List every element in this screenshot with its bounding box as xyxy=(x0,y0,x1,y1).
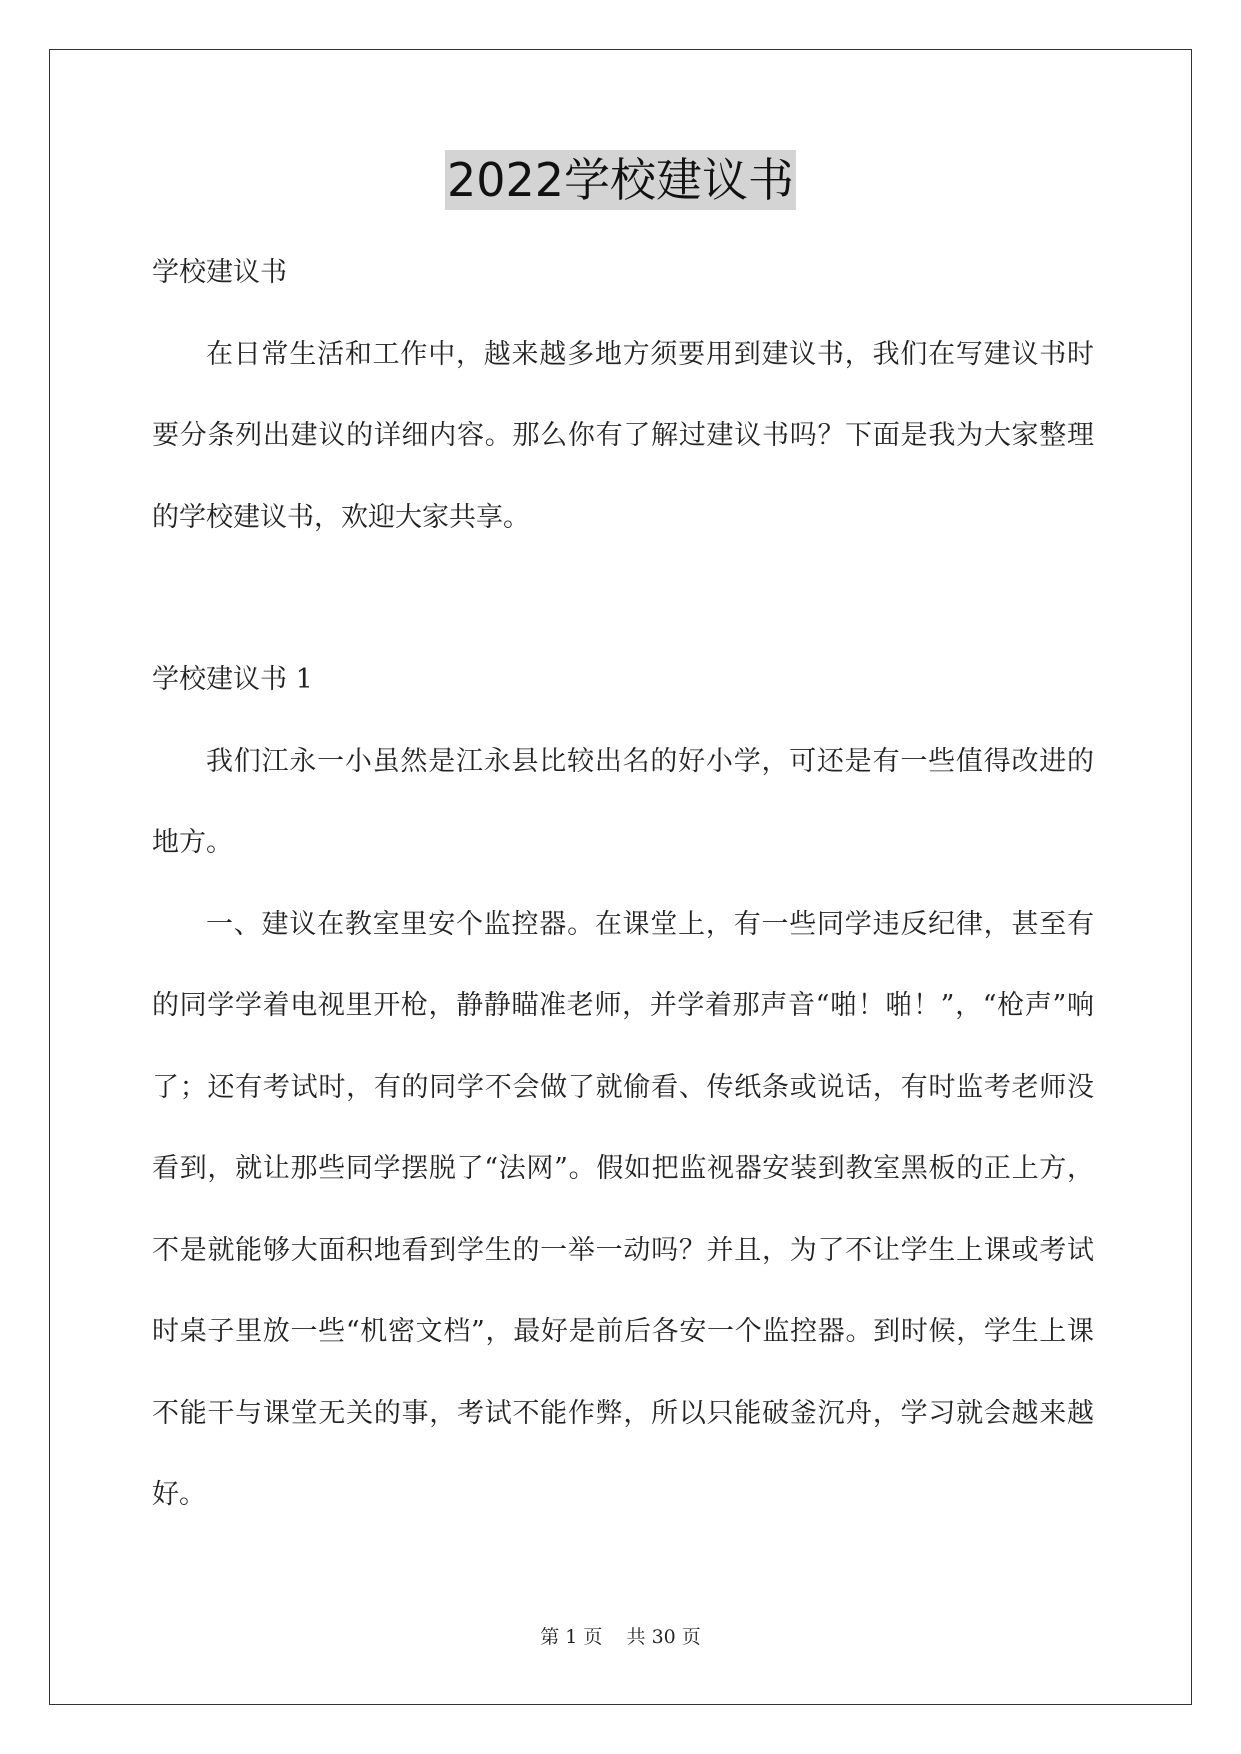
document-title: 2022学校建议书 xyxy=(445,150,796,210)
section-1-paragraph-1: 我们江永一小虽然是江永县比较出名的好小学，可还是有一些值得改进的地方。 xyxy=(152,745,1094,858)
title-container xyxy=(0,150,1241,210)
document-body xyxy=(152,232,1094,1536)
section-spacer xyxy=(152,558,1094,639)
page-footer: 第 1 页 共 30 页 xyxy=(540,1626,701,1648)
main-heading: 学校建议书 xyxy=(152,257,287,288)
intro-paragraph: 在日常生活和工作中，越来越多地方须要用到建议书，我们在写建议书时要分条列出建议的详细内容。那么你有了解过建议书吗？下面是我为大家整理的学校建议书，欢迎大家共享。 xyxy=(152,338,1094,533)
section-1-paragraph-2: 一、建议在教室里安个监控器。在课堂上，有一些同学违反纪律，甚至有的同学学着电视里开枪，静静瞄准老师，并学着那声音“啪！啪！”，“枪声”响了；还有考试时，有的同学不会做了就偷看、传纸条或说话，有时监考老师没看到，就让那些同学摆脱了“法网”。假如把监视器安装到教室黑板的正上方，不是就能够大面积地看到学生的一举一动吗？并且，为了不让学生上课或考试时桌子里放一些“机密文档”，最好是前后各安一个监控器。到时候，学生上课不能干与课堂无关的事，考试不能作弊，所以只能破釜沉舟，学习就会越来越好。 xyxy=(152,908,1094,1510)
section-1-heading: 学校建议书 1 xyxy=(152,664,313,695)
